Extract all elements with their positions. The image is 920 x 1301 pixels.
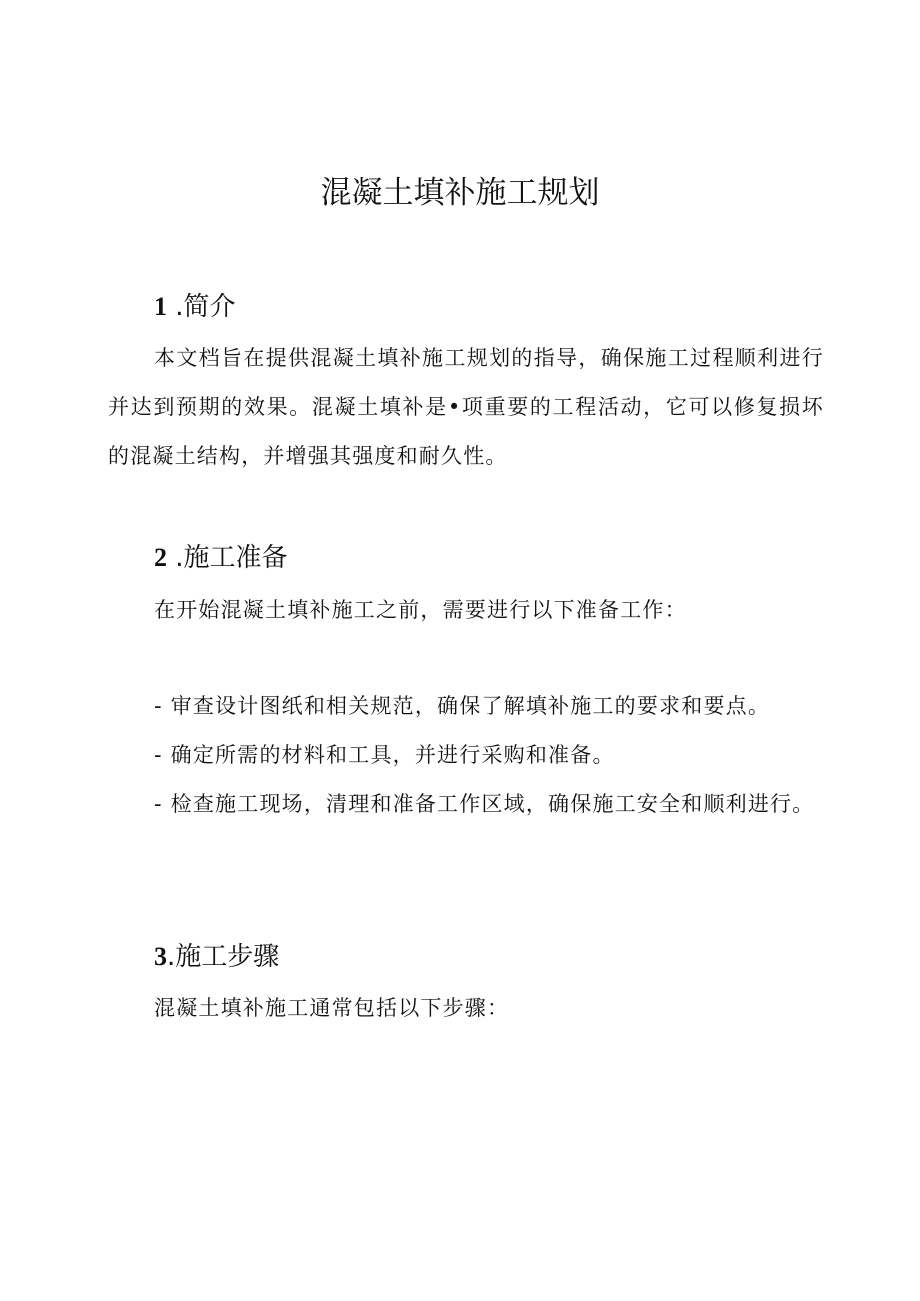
section-2-list-item: - 检查施工现场，清理和准备工作区域，确保施工安全和顺利进行。 <box>154 792 815 816</box>
section-2-intro: 在开始混凝土填补施工之前，需要进行以下准备工作： <box>154 598 687 622</box>
section-1-paragraph: 本文档旨在提供混凝土填补施工规划的指导，确保施工过程顺利进行并达到预期的效果。混凝土填补是•项重要的工程活动，它可以修复损坏的混凝土结构，并增强其强度和耐久性。 <box>108 346 824 468</box>
section-3-intro: 混凝土填补施工通常包括以下步骤： <box>154 996 510 1020</box>
section-2-list-item: - 审查设计图纸和相关规范，确保了解填补施工的要求和要点。 <box>154 694 771 718</box>
section-2-heading <box>154 538 288 578</box>
section-3-heading <box>154 937 279 977</box>
section-2-list-item: - 确定所需的材料和工具，并进行采购和准备。 <box>154 743 615 767</box>
section-2-title: .施工准备 <box>167 543 288 573</box>
section-1-title: .简介 <box>167 292 236 322</box>
document-title: 混凝土填补施工规划 <box>320 175 600 211</box>
section-3-title: .施工步骤 <box>167 942 280 972</box>
section-3-number: 3 <box>154 942 167 971</box>
section-1-heading <box>154 287 236 327</box>
section-2-number: 2 <box>154 543 167 572</box>
section-1-number: 1 <box>154 292 167 321</box>
